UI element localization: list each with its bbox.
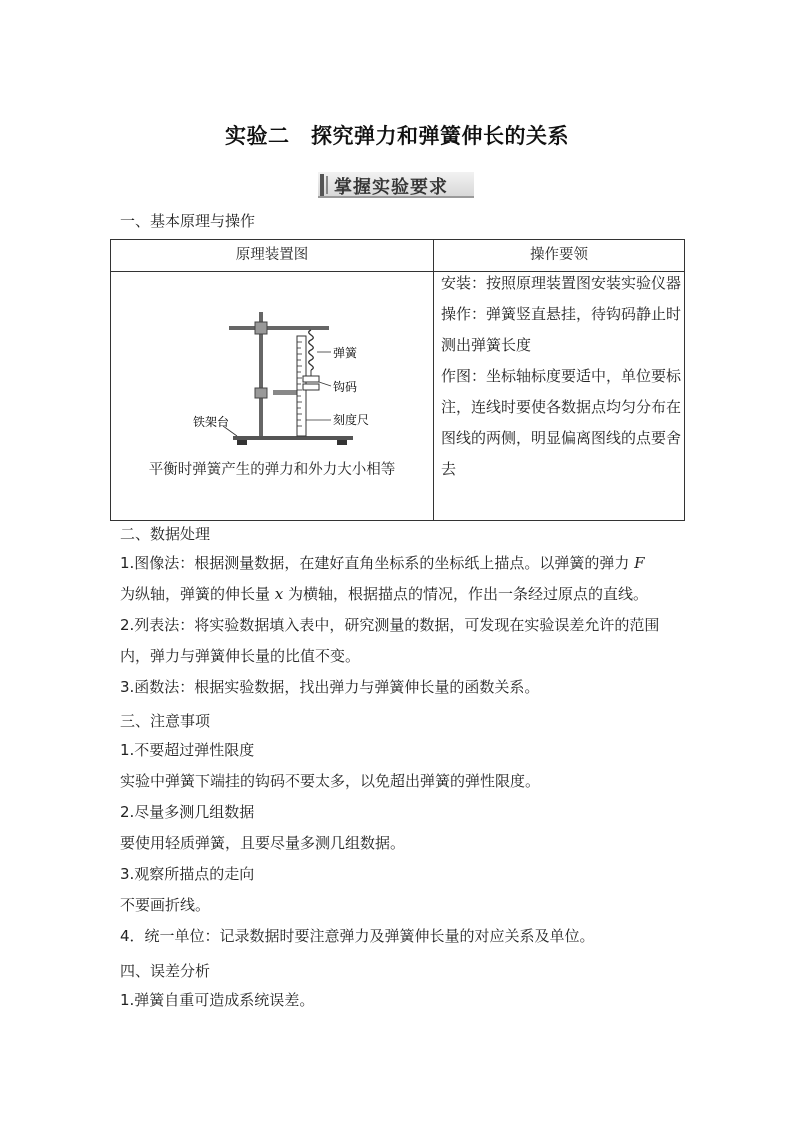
page-title: 实验二 探究弹力和弹簧伸长的关系 xyxy=(225,123,569,148)
section-banner xyxy=(318,172,474,198)
text-segment: 为横轴，根据描点的情况，作出一条经过原点的直线。 xyxy=(283,585,649,603)
note-2-title: 2.尽量多测几组数据 xyxy=(120,803,255,821)
clamp xyxy=(255,322,267,334)
op-operate: 操作：弹簧竖直悬挂，待钩码静止时测出弹簧长度 xyxy=(441,305,682,354)
var-x: x xyxy=(274,585,284,603)
section-heading-1: 一、基本原理与操作 xyxy=(120,212,256,230)
table-divider xyxy=(433,240,434,520)
clamp xyxy=(255,388,267,398)
label-ruler: 刻度尺 xyxy=(333,413,370,427)
weight xyxy=(303,376,319,382)
op-install: 安装：按照原理装置图安装实验仪器 xyxy=(441,274,682,292)
label-stand: 铁架台 xyxy=(193,415,230,429)
note-1-title: 1.不要超过弹性限度 xyxy=(120,741,255,759)
banner-bar xyxy=(326,176,328,194)
stand-base xyxy=(233,436,353,440)
data-method-3: 3.函数法：根据实验数据，找出弹力与弹簧伸长量的函数关系。 xyxy=(120,678,540,696)
var-F: F xyxy=(634,554,645,572)
section-heading-2: 二、数据处理 xyxy=(120,525,211,543)
spring xyxy=(309,330,314,370)
weight xyxy=(303,384,319,390)
banner-text: 掌握实验要求 xyxy=(334,177,448,198)
section-heading-3: 三、注意事项 xyxy=(120,712,211,730)
stand-arm xyxy=(229,326,329,330)
stand-foot xyxy=(237,440,247,445)
diagram-caption: 平衡时弹簧产生的弹力和外力大小相等 xyxy=(148,462,396,478)
error-1: 1.弹簧自重可造成系统误差。 xyxy=(120,991,315,1009)
section-heading-4: 四、误差分析 xyxy=(120,962,211,980)
note-4: 4．统一单位：记录数据时要注意弹力及弹簧伸长量的对应关系及单位。 xyxy=(120,927,595,945)
data-method-2: 2.列表法：将实验数据填入表中，研究测量的数据，可发现在实验误差允许的范围内，弹力与弹簧伸长量的比值不变。 xyxy=(120,616,660,665)
op-plot: 作图：坐标轴标度要适中，单位要标注，连线时要使各数据点均匀分布在图线的两侧，明显偏离图线的点要舍去 xyxy=(441,367,682,478)
table-header-diagram: 原理装置图 xyxy=(235,247,309,263)
text-segment: 为纵轴，弹簧的伸长量 xyxy=(120,585,275,603)
ruler-clamp xyxy=(273,390,299,395)
data-method-1 xyxy=(120,548,680,610)
operations-list xyxy=(441,268,681,485)
banner-bar xyxy=(320,174,324,196)
label-weight: 钩码 xyxy=(333,380,358,394)
text-segment: 1.图像法：根据测量数据，在建好直角坐标系的坐标纸上描点。以弹簧的弹力 xyxy=(120,554,635,572)
note-2-body: 要使用轻质弹簧，且要尽量多测几组数据。 xyxy=(120,834,406,852)
table-header-operations: 操作要领 xyxy=(530,247,588,263)
stand-foot xyxy=(337,440,347,445)
principle-table xyxy=(110,239,685,521)
apparatus-diagram xyxy=(193,302,383,452)
label-spring: 弹簧 xyxy=(333,346,358,360)
note-1-body: 实验中弹簧下端挂的钩码不要太多，以免超出弹簧的弹性限度。 xyxy=(120,772,541,790)
note-3-title: 3.观察所描点的走向 xyxy=(120,865,255,883)
note-3-body: 不要画折线。 xyxy=(120,896,211,914)
